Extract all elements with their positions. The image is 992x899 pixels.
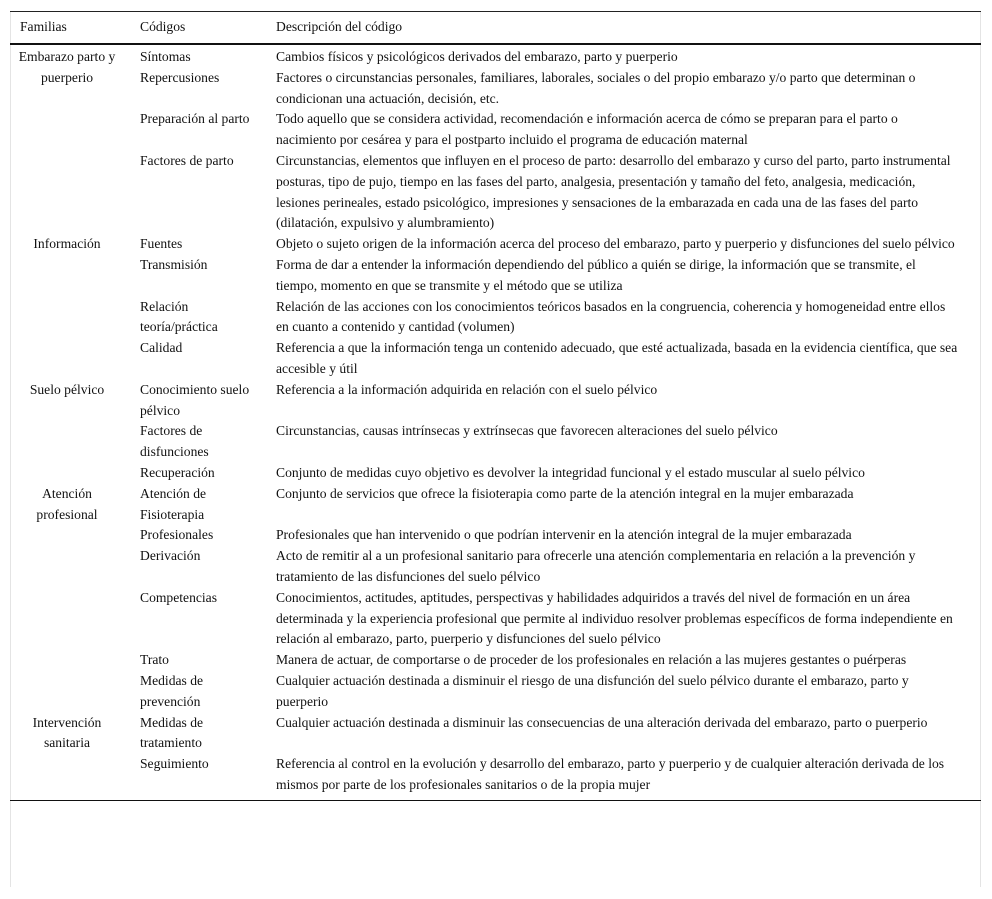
description-cell: Conjunto de servicios que ofrece la fisioterapia como parte de la atención integral en la mujer embarazada: [276, 485, 854, 501]
code-cell: Transmisión: [140, 256, 208, 272]
codes-table: [10, 11, 981, 801]
header-families: Familias: [20, 19, 67, 35]
table-row: [10, 255, 981, 297]
code-cell: Seguimiento: [140, 756, 209, 772]
header-description: Descripción del código: [276, 19, 403, 35]
description-cell: Circunstancias, elementos que influyen en el proceso de parto: desarrollo del embarazo y curso del parto, parto instrumental posturas, tipo de pujo, tiempo en las fases del parto, analgesia, presentación y tamaño del feto, analgesia, medicación, lesiones perineales, estado psicológico, impresiones y sensaciones de la embarazada en cada una de las fases del parto (dilatación, expulsivo y alumbramiento): [276, 152, 951, 231]
family-cell: Suelo pélvico: [29, 381, 105, 397]
family-cell: Atención profesional: [36, 485, 98, 522]
description-cell: Todo aquello que se considera actividad, recomendación e información acerca de cómo se preparan para el parto o nacimiento por cesárea y para el postparto incluido el programa de educación maternal: [276, 111, 898, 148]
description-cell: Acto de remitir al a un profesional sanitario para ofrecerle una atención complementaria en relación a la prevención y tratamiento de las disfunciones del suelo pélvico: [276, 548, 916, 584]
description-cell: Factores o circunstancias personales, familiares, laborales, sociales o del propio embarazo y/o parto que determinan o condicionan una actuación, decisión, etc.: [276, 69, 916, 106]
description-cell: Profesionales que han intervenido o que podrían intervenir en la atención integral de la mujer embarazada: [276, 527, 852, 543]
code-cell: Atención de Fisioterapia: [140, 485, 207, 522]
table-row: [10, 650, 981, 671]
family-cell: Embarazo parto y puerperio: [18, 49, 116, 85]
table-row: [10, 463, 981, 484]
code-cell: Conocimiento suelo pélvico: [140, 381, 250, 418]
table-row: [10, 297, 981, 339]
code-cell: Fuentes: [140, 236, 183, 252]
description-cell: Cualquier actuación destinada a disminuir las consecuencias de una alteración derivada del embarazo, parto o puerperio: [276, 714, 928, 730]
table-row: [10, 421, 981, 463]
table-row: [10, 380, 981, 422]
description-cell: Manera de actuar, de comportarse o de proceder de los profesionales en relación a las mujeres gestantes o puérperas: [276, 652, 907, 668]
description-cell: Objeto o sujeto origen de la información acerca del proceso del embarazo, parto y puerperio y disfunciones del suelo pélvico: [276, 236, 955, 252]
description-cell: Cambios físicos y psicológicos derivados del embarazo, parto y puerperio: [276, 49, 678, 64]
description-cell: Conocimientos, actitudes, aptitudes, perspectivas y habilidades adquiridos a través del nivel de formación en un área determinada y la experiencia profesional que permite al individuo resolver problemas específicos de forma independiente en relación al embarazo, parto, puerperio y disfunciones del suelo pélvico: [276, 589, 953, 647]
table-row: [10, 484, 981, 526]
code-cell: Repercusiones: [140, 69, 220, 85]
table-body: [10, 44, 981, 800]
table-row: [10, 754, 981, 800]
table-header: [10, 12, 981, 45]
table-row: [10, 588, 981, 650]
description-cell: Referencia a la información adquirida en relación con el suelo pélvico: [276, 381, 658, 397]
table-row: [10, 713, 981, 755]
description-cell: Conjunto de medidas cuyo objetivo es devolver la integridad funcional y el estado muscular al suelo pélvico: [276, 464, 865, 480]
code-cell: Trato: [140, 652, 169, 668]
table-row: [10, 44, 981, 68]
table-row: [10, 338, 981, 380]
table-row: [10, 68, 981, 110]
code-cell: Derivación: [140, 548, 201, 564]
table-row: [10, 671, 981, 713]
description-cell: Cualquier actuación destinada a disminuir el riesgo de una disfunción del suelo pélvico durante el embarazo, parto y puerperio: [276, 672, 909, 709]
description-cell: Circunstancias, causas intrínsecas y extrínsecas que favorecen alteraciones del suelo pélvico: [276, 423, 778, 439]
table-row: [10, 109, 981, 151]
family-cell: Intervención sanitaria: [32, 714, 102, 751]
code-cell: Calidad: [140, 340, 183, 356]
table-row: [10, 546, 981, 588]
table-row: [10, 151, 981, 234]
code-cell: Factores de disfunciones: [140, 423, 209, 460]
family-cell: Información: [33, 236, 101, 252]
description-cell: Referencia al control en la evolución y desarrollo del embarazo, parto y puerperio y de cualquier alteración derivada de los mismos por parte de los profesionales sanitarios o de la propia mujer: [276, 756, 945, 792]
description-cell: Forma de dar a entender la información dependiendo del público a quién se dirige, la información que se transmite, el tiempo, momento en que se transmite y el método que se utiliza: [276, 256, 916, 293]
code-cell: Síntomas: [140, 49, 191, 64]
code-cell: Competencias: [140, 589, 218, 605]
table-row: [10, 234, 981, 255]
code-cell: Preparación al parto: [140, 111, 250, 127]
code-cell: Factores de parto: [140, 152, 234, 168]
code-cell: Relación teoría/práctica: [140, 298, 218, 335]
description-cell: Referencia a que la información tenga un contenido adecuado, que esté actualizada, basada en la evidencia científica, que sea accesible y útil: [276, 340, 958, 376]
header-row: [10, 12, 981, 45]
header-codes: Códigos: [140, 19, 186, 35]
code-cell: Profesionales: [140, 527, 214, 543]
code-cell: Medidas de tratamiento: [140, 714, 204, 751]
table-row: [10, 525, 981, 546]
code-cell: Medidas de prevención: [140, 672, 204, 709]
code-cell: Recuperación: [140, 464, 215, 480]
description-cell: Relación de las acciones con los conocimientos teóricos basados en la congruencia, coherencia y homogeneidad entre ellos en cuanto a contenido y cantidad (volumen): [276, 298, 946, 335]
